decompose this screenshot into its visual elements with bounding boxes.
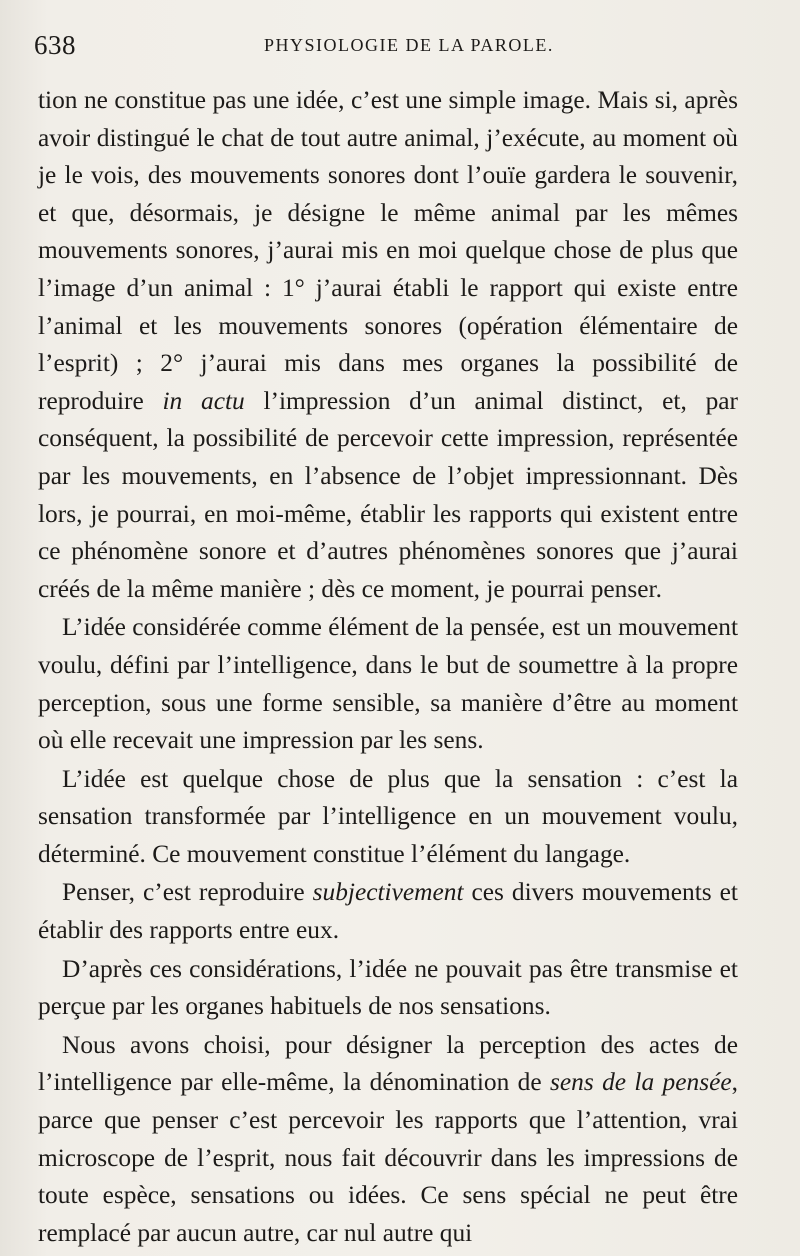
running-title: PHYSIOLOGIE DE LA PAROLE. xyxy=(264,35,554,55)
paragraph-text: Nous avons choisi, pour désigner la perception des actes de l’intelligence par elle-même, la dénomination de xyxy=(38,1030,738,1097)
paragraph-text: l’impression d’un animal distinct, et, par conséquent, la possibilité de percevoir cette impression, représentée par les mouvements, en l’absence de l’objet impressionnant. Dès lors, je pourrai, en moi-même, établir les rapports qui existent entre ce phénomène sonore et d’autres phénomènes sonores que j’aurai créés de la même manière ; dès ce moment, je pourrai penser. xyxy=(38,386,739,603)
paragraph: D’après ces considérations, l’idée ne pouvait pas être transmise et perçue par les organes habituels de nos sensations. xyxy=(38,954,738,1021)
paragraph-text: Penser, c’est reproduire xyxy=(62,878,313,907)
body-text xyxy=(38,82,738,1252)
paragraph xyxy=(38,82,738,608)
paragraph-text: , parce que penser c’est percevoir les rapports que l’attention, vrai microscope de l’esprit, nous fait découvrir dans les impressions de toute espèce, sensations ou idées. Ce sens spécial ne peut être remplacé par aucun autre, car nul autre qui xyxy=(38,1068,738,1247)
italic-term: subjectivement xyxy=(312,878,464,907)
italic-term: sens de la pensée xyxy=(550,1068,732,1097)
paragraph: L’idée est quelque chose de plus que la sensation : c’est la sensation transformée par l’intelligence en un mouvement voulu, déterminé. Ce mouvement constitue l’élément du langage. xyxy=(38,764,738,868)
paragraph xyxy=(38,874,738,949)
paragraph xyxy=(38,1027,738,1253)
page-number: 638 xyxy=(34,30,76,60)
italic-term: in actu xyxy=(162,386,245,415)
paragraph-text: tion ne constitue pas une idée, c’est une simple image. Mais si, après avoir distingué le chat de tout autre animal, j’exécute, au moment où je le vois, des mouvements sonores dont l’ouïe gardera le souvenir, et que, désormais, je désigne le même animal par les mêmes mouvements sonores, j’aurai mis en moi quelque chose de plus que l’image d’un animal : 1° j’aurai établi le rapport qui existe entre l’animal et les mouvements sonores (opération élémentaire de l’esprit) ; 2° j’aurai mis dans mes organes la possibilité de reproduire xyxy=(38,86,738,415)
page-header xyxy=(34,30,740,60)
paragraph-text: ces divers mouvements et établir des rapports entre eux. xyxy=(38,878,738,945)
paragraph: L’idée considérée comme élément de la pensée, est un mouvement voulu, défini par l’intelligence, dans le but de soumettre à la propre perception, sous une forme sensible, sa manière d’être au moment où elle recevait une impression par les sens. xyxy=(38,613,738,755)
